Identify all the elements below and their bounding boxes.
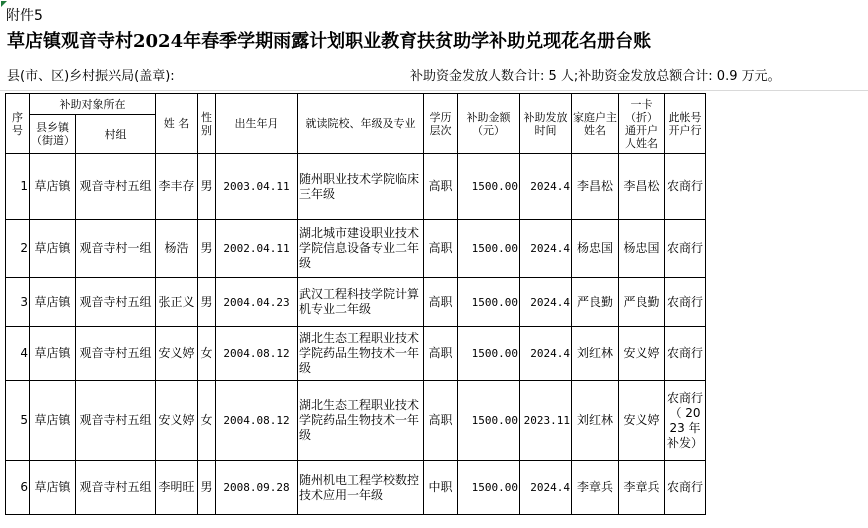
- cell-village: 观音寺村五组: [76, 278, 156, 327]
- cell-school: 武汉工程科技学院计算机专业二年级: [298, 278, 424, 327]
- cell-bank: 农商行（ 2023 年 补发）: [665, 381, 706, 461]
- cell-birth: 2004.04.23: [216, 278, 298, 327]
- header-location-group: 补助对象所在: [30, 94, 156, 115]
- cell-school: 随州职业技术学院临床三年级: [298, 154, 424, 220]
- cell-name: 安义婷: [156, 327, 198, 381]
- cell-town: 草店镇: [30, 461, 76, 515]
- cell-birth: 2004.08.12: [216, 327, 298, 381]
- cell-householder: 刘红林: [572, 327, 619, 381]
- cell-gender: 男: [198, 154, 216, 220]
- cell-birth: 2008.09.28: [216, 461, 298, 515]
- cell-village: 观音寺村五组: [76, 154, 156, 220]
- cell-education: 高职: [424, 154, 458, 220]
- cell-time: 2024.4: [520, 327, 572, 381]
- cell-town: 草店镇: [30, 220, 76, 278]
- table-row: [6, 461, 706, 515]
- cell-town: 草店镇: [30, 278, 76, 327]
- cell-bank: 农商行: [665, 278, 706, 327]
- cell-seq: 5: [6, 381, 30, 461]
- cell-gender: 男: [198, 220, 216, 278]
- cell-name: 安义婷: [156, 381, 198, 461]
- cell-education: 高职: [424, 220, 458, 278]
- cell-village: 观音寺村一组: [76, 220, 156, 278]
- header-amount: 补助金额（元）: [458, 94, 520, 154]
- summary-totals: 补助资金发放人数合计: 5 人;补助资金发放总额合计: 0.9 万元。: [410, 69, 781, 84]
- header-name: 姓 名: [156, 94, 198, 154]
- cell-birth: 2003.04.11: [216, 154, 298, 220]
- cell-amount: 1500.00: [458, 381, 520, 461]
- cell-education: 高职: [424, 381, 458, 461]
- cell-amount: 1500.00: [458, 278, 520, 327]
- cell-time: 2024.4: [520, 154, 572, 220]
- cell-householder: 刘红林: [572, 381, 619, 461]
- cell-householder: 严良勤: [572, 278, 619, 327]
- cell-time: 2024.4: [520, 461, 572, 515]
- cell-bank: 农商行: [665, 461, 706, 515]
- header-bank: 此帐号开户行: [665, 94, 706, 154]
- cell-birth: 2004.08.12: [216, 381, 298, 461]
- cell-amount: 1500.00: [458, 220, 520, 278]
- county-stamp-label: 县(市、区)乡村振兴局(盖章):: [7, 69, 175, 84]
- cell-householder: 李昌松: [572, 154, 619, 220]
- table-row: [6, 154, 706, 220]
- cell-school: 湖北生态工程职业技术学院药品生物技术一年级: [298, 381, 424, 461]
- header-school: 就读院校、年级及专业: [298, 94, 424, 154]
- cell-town: 草店镇: [30, 154, 76, 220]
- header-birth: 出生年月: [216, 94, 298, 154]
- cell-householder: 李章兵: [572, 461, 619, 515]
- cell-amount: 1500.00: [458, 154, 520, 220]
- attachment-label: 附件5: [6, 8, 43, 24]
- cell-name: 杨浩: [156, 220, 198, 278]
- cell-seq: 1: [6, 154, 30, 220]
- header-education: 学历层次: [424, 94, 458, 154]
- table-row: [6, 278, 706, 327]
- cell-name: 李丰存: [156, 154, 198, 220]
- cell-village: 观音寺村五组: [76, 327, 156, 381]
- header-householder: 家庭户主姓名: [572, 94, 619, 154]
- cell-seq: 4: [6, 327, 30, 381]
- cell-town: 草店镇: [30, 381, 76, 461]
- cell-bank: 农商行: [665, 220, 706, 278]
- sheet-gridline: [0, 90, 868, 91]
- header-seq: 序号: [6, 94, 30, 154]
- cell-amount: 1500.00: [458, 327, 520, 381]
- header-time: 补助发放时间: [520, 94, 572, 154]
- cell-account-holder: 严良勤: [619, 278, 665, 327]
- cell-village: 观音寺村五组: [76, 461, 156, 515]
- page-title: 草店镇观音寺村2024年春季学期雨露计划职业教育扶贫助学补助兑现花名册台账: [7, 31, 652, 52]
- cell-gender: 男: [198, 461, 216, 515]
- header-town: 县乡镇（街道）: [30, 115, 76, 154]
- header-gender: 性别: [198, 94, 216, 154]
- cell-bank: 农商行: [665, 327, 706, 381]
- cell-amount: 1500.00: [458, 461, 520, 515]
- cell-account-holder: 李昌松: [619, 154, 665, 220]
- subsidy-table: [5, 93, 706, 515]
- cell-birth: 2002.04.11: [216, 220, 298, 278]
- table-row: [6, 327, 706, 381]
- cell-school: 湖北生态工程职业技术学院药品生物技术一年级: [298, 327, 424, 381]
- cell-seq: 2: [6, 220, 30, 278]
- cell-seq: 3: [6, 278, 30, 327]
- cell-account-holder: 安义婷: [619, 327, 665, 381]
- table-row: [6, 220, 706, 278]
- cell-account-holder: 杨忠国: [619, 220, 665, 278]
- table-row: [6, 381, 706, 461]
- cell-village: 观音寺村五组: [76, 381, 156, 461]
- cell-name: 李明旺: [156, 461, 198, 515]
- cell-gender: 女: [198, 381, 216, 461]
- cell-time: 2023.11: [520, 381, 572, 461]
- cell-bank: 农商行: [665, 154, 706, 220]
- header-village: 村组: [76, 115, 156, 154]
- cell-gender: 女: [198, 327, 216, 381]
- cell-seq: 6: [6, 461, 30, 515]
- cell-education: 中职: [424, 461, 458, 515]
- cell-time: 2024.4: [520, 220, 572, 278]
- cell-gender: 男: [198, 278, 216, 327]
- cell-account-holder: 李章兵: [619, 461, 665, 515]
- cell-householder: 杨忠国: [572, 220, 619, 278]
- cell-education: 高职: [424, 278, 458, 327]
- cell-account-holder: 安义婷: [619, 381, 665, 461]
- cell-town: 草店镇: [30, 327, 76, 381]
- cell-education: 高职: [424, 327, 458, 381]
- cell-school: 随州机电工程学校数控技术应用一年级: [298, 461, 424, 515]
- cell-time: 2024.4: [520, 278, 572, 327]
- cell-name: 张正义: [156, 278, 198, 327]
- cell-school: 湖北城市建设职业技术学院信息设备专业二年级: [298, 220, 424, 278]
- header-account-holder: 一卡（折）通开户人姓名: [619, 94, 665, 154]
